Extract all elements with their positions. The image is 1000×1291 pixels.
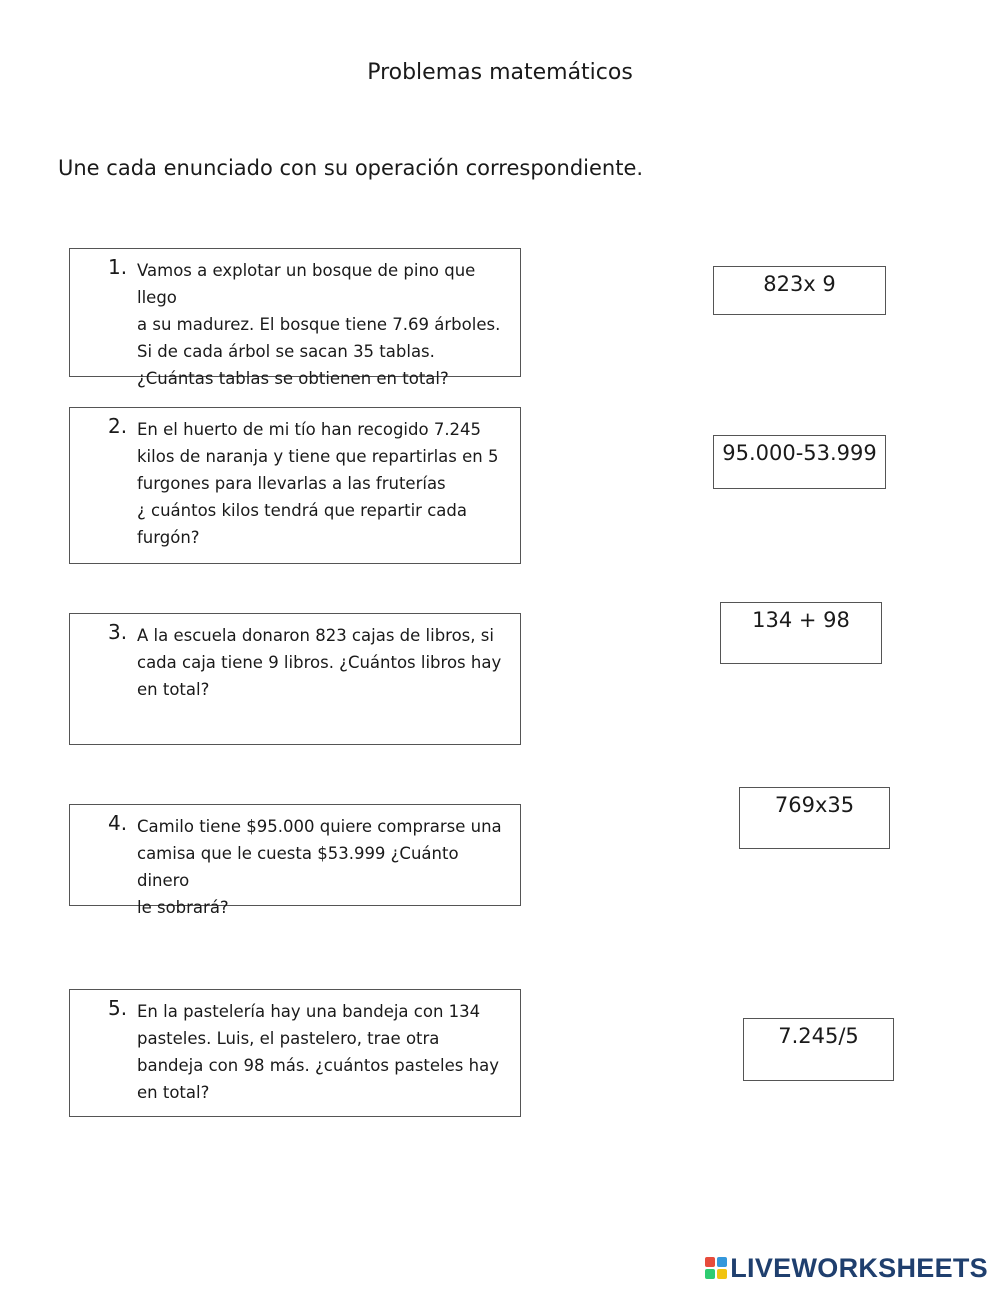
operation-box-4[interactable]: 769x35	[739, 787, 890, 849]
problem-text: Camilo tiene $95.000 quiere comprarse una camisa que le cuesta $53.999 ¿Cuánto dinero le sobrará?	[137, 817, 502, 917]
operation-box-5[interactable]: 7.245/5	[743, 1018, 894, 1081]
problem-text: Vamos a explotar un bosque de pino que llego a su madurez. El bosque tiene 7.69 árboles. Si de cada árbol se sacan 35 tablas. ¿Cuántas tablas se obtienen en total?	[137, 261, 501, 388]
problem-number: 5.	[108, 996, 128, 1020]
logo-blocks-icon	[705, 1257, 727, 1279]
logo-text: LIVEWORKSHEETS	[730, 1252, 988, 1283]
page-title: Problemas matemáticos	[367, 60, 633, 85]
problem-box-2[interactable]	[69, 407, 521, 564]
problem-box-3[interactable]	[69, 613, 521, 745]
problem-number: 4.	[108, 811, 128, 835]
instruction-text: Une cada enunciado con su operación correspondiente.	[58, 156, 644, 180]
operation-box-2[interactable]: 95.000-53.999	[713, 435, 886, 489]
problem-number: 1.	[108, 255, 128, 279]
problem-number: 2.	[108, 414, 128, 438]
problem-text: En el huerto de mi tío han recogido 7.245 kilos de naranja y tiene que repartirlas en 5 furgones para llevarlas a las fruterías ¿ cuántos kilos tendrá que repartir cada furgón?	[137, 420, 499, 547]
problem-box-1[interactable]	[69, 248, 521, 388]
operation-box-1[interactable]: 823x 9	[713, 266, 886, 315]
operation-box-3[interactable]: 134 + 98	[720, 602, 882, 664]
liveworksheets-logo	[705, 1253, 988, 1283]
problem-text: En la pastelería hay una bandeja con 134 pasteles. Luis, el pastelero, trae otra bandeja con 98 más. ¿cuántos pasteles hay en total?	[137, 1002, 499, 1102]
problem-text: A la escuela donaron 823 cajas de libros, si cada caja tiene 9 libros. ¿Cuántos libros hay en total?	[137, 626, 502, 699]
problem-box-5[interactable]	[69, 989, 521, 1117]
problem-box-4[interactable]	[69, 804, 521, 917]
problem-number: 3.	[108, 620, 128, 644]
